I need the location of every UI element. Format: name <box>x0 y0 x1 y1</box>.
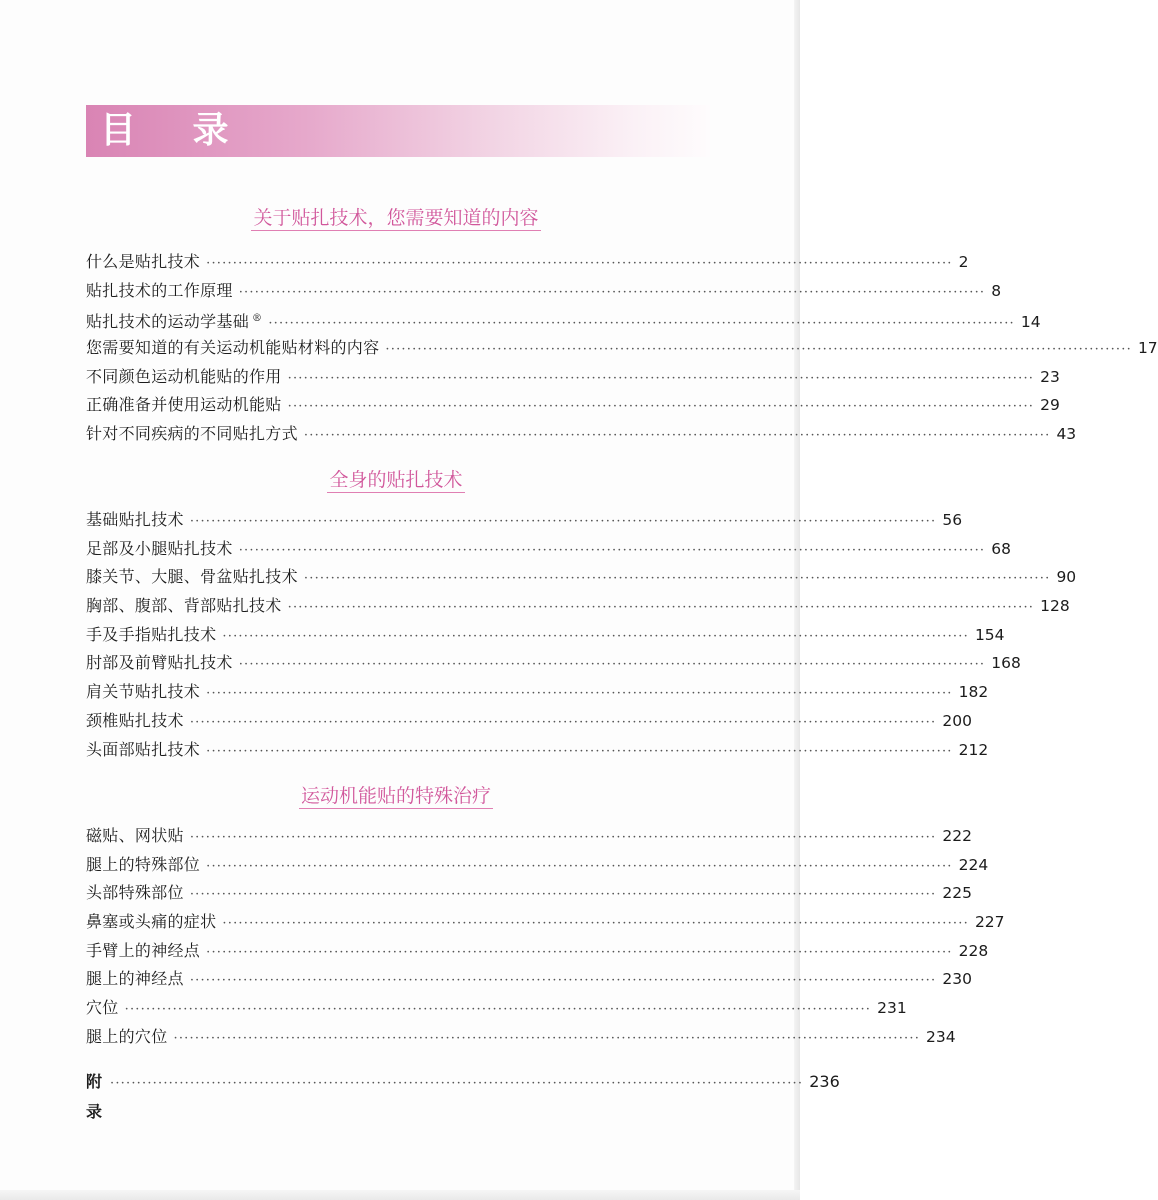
section-heading-text: 全身的贴扎技术 <box>329 469 463 491</box>
toc-entry-page: 17 <box>1137 339 1158 358</box>
toc-entry-label <box>86 822 190 851</box>
toc-entry[interactable] <box>86 879 972 908</box>
toc-entry-label <box>86 678 206 707</box>
toc-entry-page: 200 <box>942 711 972 730</box>
page-bottom-shadow <box>0 1190 800 1200</box>
toc-entry-label-text: 腿上的穴位 <box>86 1026 168 1046</box>
dot-leader: ············································································································································ <box>206 743 953 759</box>
toc-entry-page: 228 <box>958 941 989 960</box>
toc-entry-label-text: 手臂上的神经点 <box>86 940 201 960</box>
toc-entry-page: 227 <box>974 913 1005 932</box>
toc-entry-label-text: 针对不同疾病的不同贴扎方式 <box>86 424 298 444</box>
toc-entry-page: 224 <box>958 855 989 874</box>
toc-entry[interactable] <box>86 822 972 851</box>
toc-entry-label-text: 鼻塞或头痛的症状 <box>86 912 217 932</box>
toc-entry-label <box>86 937 206 966</box>
toc-entry-label <box>86 965 190 994</box>
toc-entry-page: 182 <box>958 683 989 702</box>
dot-leader: ············································································································································ <box>206 256 953 271</box>
dot-leader: ············································································································································ <box>303 571 1051 587</box>
title-banner <box>86 105 710 157</box>
section-heading-text: 关于贴扎技术，您需要知道的内容 <box>253 207 539 229</box>
dot-leader: ············································································································································ <box>238 284 986 300</box>
toc-entry-label <box>86 649 239 678</box>
toc-entry-appendix[interactable] <box>86 1067 840 1121</box>
toc-entry-page: 2 <box>958 253 969 271</box>
section-heading-text: 运动机能贴的特殊治疗 <box>300 785 491 807</box>
toc-entry-page: 168 <box>991 654 1021 673</box>
toc-entry-page: 56 <box>942 511 963 529</box>
toc-entry-page: 90 <box>1056 568 1077 587</box>
toc-entry[interactable] <box>86 851 989 880</box>
toc-entry-page: 225 <box>942 884 972 903</box>
dot-leader: ············································································································································ <box>189 830 937 845</box>
toc-entry-label-text: 正确准备并使用运动机能贴 <box>86 395 282 415</box>
registered-mark: ® <box>252 313 263 325</box>
toc-entry-label-text: 贴扎技术的运动学基础 <box>86 312 250 332</box>
dot-leader: ············································································································································ <box>189 714 937 730</box>
toc-entry-label-text: 磁贴、网状贴 <box>86 826 184 845</box>
toc-entry-label <box>86 420 304 449</box>
toc-entry[interactable] <box>86 994 907 1023</box>
toc-entry-label <box>86 277 239 306</box>
dot-leader: ············································································································································ <box>222 916 969 932</box>
toc-entry-label-text: 穴位 <box>86 998 119 1018</box>
toc-entry-label <box>86 621 222 650</box>
toc-section-list <box>86 506 1077 764</box>
toc-entry-page: 236 <box>809 1072 840 1091</box>
toc-entry-label <box>86 563 304 592</box>
toc-entry[interactable] <box>86 248 969 277</box>
toc-entry[interactable] <box>86 305 1041 334</box>
toc-entry-page: 128 <box>1040 597 1070 616</box>
toc-entry[interactable] <box>86 649 1021 678</box>
toc-entry-label <box>86 334 385 363</box>
dot-leader: ············································································································································ <box>287 399 1035 415</box>
dot-leader: ············································································································································ <box>173 1030 921 1046</box>
dot-leader: ·································································································································· <box>110 1076 804 1091</box>
dot-leader: ············································································································································ <box>287 370 1035 386</box>
toc-entry-label-text: 头部特殊部位 <box>86 883 184 903</box>
dot-leader: ············································································································································ <box>303 428 1051 444</box>
toc-entry-label-text: 膝关节、大腿、骨盆贴扎技术 <box>86 567 298 587</box>
toc-entry-label <box>86 535 239 564</box>
toc-section-list <box>86 248 1158 449</box>
toc-entry[interactable] <box>86 391 1060 420</box>
dot-leader: ············································································································································ <box>189 514 937 529</box>
toc-entry-label <box>86 736 206 765</box>
toc-entry[interactable] <box>86 1023 956 1052</box>
dot-leader: ············································································································································ <box>206 858 953 874</box>
dot-leader: ············································································································································ <box>287 600 1035 616</box>
toc-entry-page: 8 <box>991 281 1002 300</box>
toc-entry-label <box>86 851 206 880</box>
toc-entry[interactable] <box>86 908 1005 937</box>
toc-entry-label <box>86 305 268 337</box>
toc-entry[interactable] <box>86 965 972 994</box>
toc-entry-page: 68 <box>991 539 1011 558</box>
toc-entry-label-text: 腿上的神经点 <box>86 969 184 989</box>
toc-entry[interactable] <box>86 736 989 765</box>
toc-entry[interactable] <box>86 707 972 736</box>
toc-entry-label-text: 足部及小腿贴扎技术 <box>86 538 233 558</box>
section-heading <box>86 783 706 809</box>
toc-entry-page: 230 <box>942 970 972 989</box>
toc-entry-label <box>86 248 206 277</box>
toc-entry-label-text: 头面部贴扎技术 <box>86 739 201 759</box>
dot-leader: ············································································································································ <box>268 316 1015 332</box>
dot-leader: ············································································································································ <box>238 542 986 558</box>
dot-leader: ············································································································································ <box>206 686 953 702</box>
toc-entry-page: 222 <box>942 827 972 845</box>
toc-entry[interactable] <box>86 592 1070 621</box>
page-title: 目 录 <box>100 110 251 151</box>
toc-entry-label <box>86 391 288 420</box>
toc-entry-label-text: 什么是贴扎技术 <box>86 252 201 271</box>
toc-entry-label <box>86 707 190 736</box>
toc-entry[interactable] <box>86 363 1060 392</box>
toc-entry-label-text: 腿上的特殊部位 <box>86 854 201 874</box>
toc-entry[interactable] <box>86 678 989 707</box>
toc-entry-label <box>86 506 190 535</box>
toc-entry-label-text: 手及手指贴扎技术 <box>86 624 217 644</box>
section-heading <box>86 467 706 493</box>
toc-entry-label-text: 基础贴扎技术 <box>86 510 184 529</box>
toc-entry-page: 23 <box>1040 367 1060 386</box>
toc-entry-label-text: 肩关节贴扎技术 <box>86 682 201 702</box>
toc-entry-label <box>86 994 125 1023</box>
toc-entry-page: 29 <box>1040 396 1060 415</box>
toc-entry[interactable] <box>86 277 1002 306</box>
dot-leader: ············································································································································ <box>238 657 986 673</box>
section-heading <box>86 205 706 231</box>
toc-entry-label-text: 不同颜色运动机能贴的作用 <box>86 366 282 386</box>
toc-entry-label-text: 肘部及前臂贴扎技术 <box>86 653 233 673</box>
toc-entry-page: 231 <box>877 999 907 1018</box>
toc-entry[interactable] <box>86 535 1011 564</box>
toc-entry[interactable] <box>86 506 963 535</box>
dot-leader: ············································································································································ <box>222 628 969 644</box>
dot-leader: ············································································································································ <box>385 342 1132 358</box>
toc-entry-label <box>86 908 222 937</box>
dot-leader: ············································································································································ <box>124 1002 872 1018</box>
toc-entry-page: 14 <box>1020 313 1041 332</box>
toc-entry-label <box>86 879 190 908</box>
dot-leader: ············································································································································ <box>189 973 937 989</box>
toc-entry[interactable] <box>86 334 1158 363</box>
toc-entry[interactable] <box>86 563 1077 592</box>
toc-entry-label-text: 胸部、腹部、背部贴扎技术 <box>86 596 282 616</box>
toc-entry-label <box>86 1023 174 1052</box>
toc-entry[interactable] <box>86 420 1077 449</box>
toc-entry[interactable] <box>86 621 1005 650</box>
toc-entry-page: 43 <box>1056 425 1077 444</box>
toc-entry-label-text: 您需要知道的有关运动机能贴材料的内容 <box>86 338 380 358</box>
dot-leader: ············································································································································ <box>206 944 953 960</box>
toc-entry-label-text: 贴扎技术的工作原理 <box>86 280 233 300</box>
toc-entry-label-text: 颈椎贴扎技术 <box>86 710 184 730</box>
toc-entry-page: 212 <box>958 740 989 759</box>
toc-entry-label <box>86 363 288 392</box>
dot-leader: ············································································································································ <box>189 887 937 903</box>
toc-entry-page: 154 <box>974 625 1005 644</box>
toc-entry-page: 234 <box>926 1027 956 1046</box>
toc-entry-label: 附录 <box>86 1072 103 1121</box>
toc-entry-label <box>86 592 288 621</box>
toc-section-list <box>86 822 1005 1052</box>
toc-entry[interactable] <box>86 937 989 966</box>
